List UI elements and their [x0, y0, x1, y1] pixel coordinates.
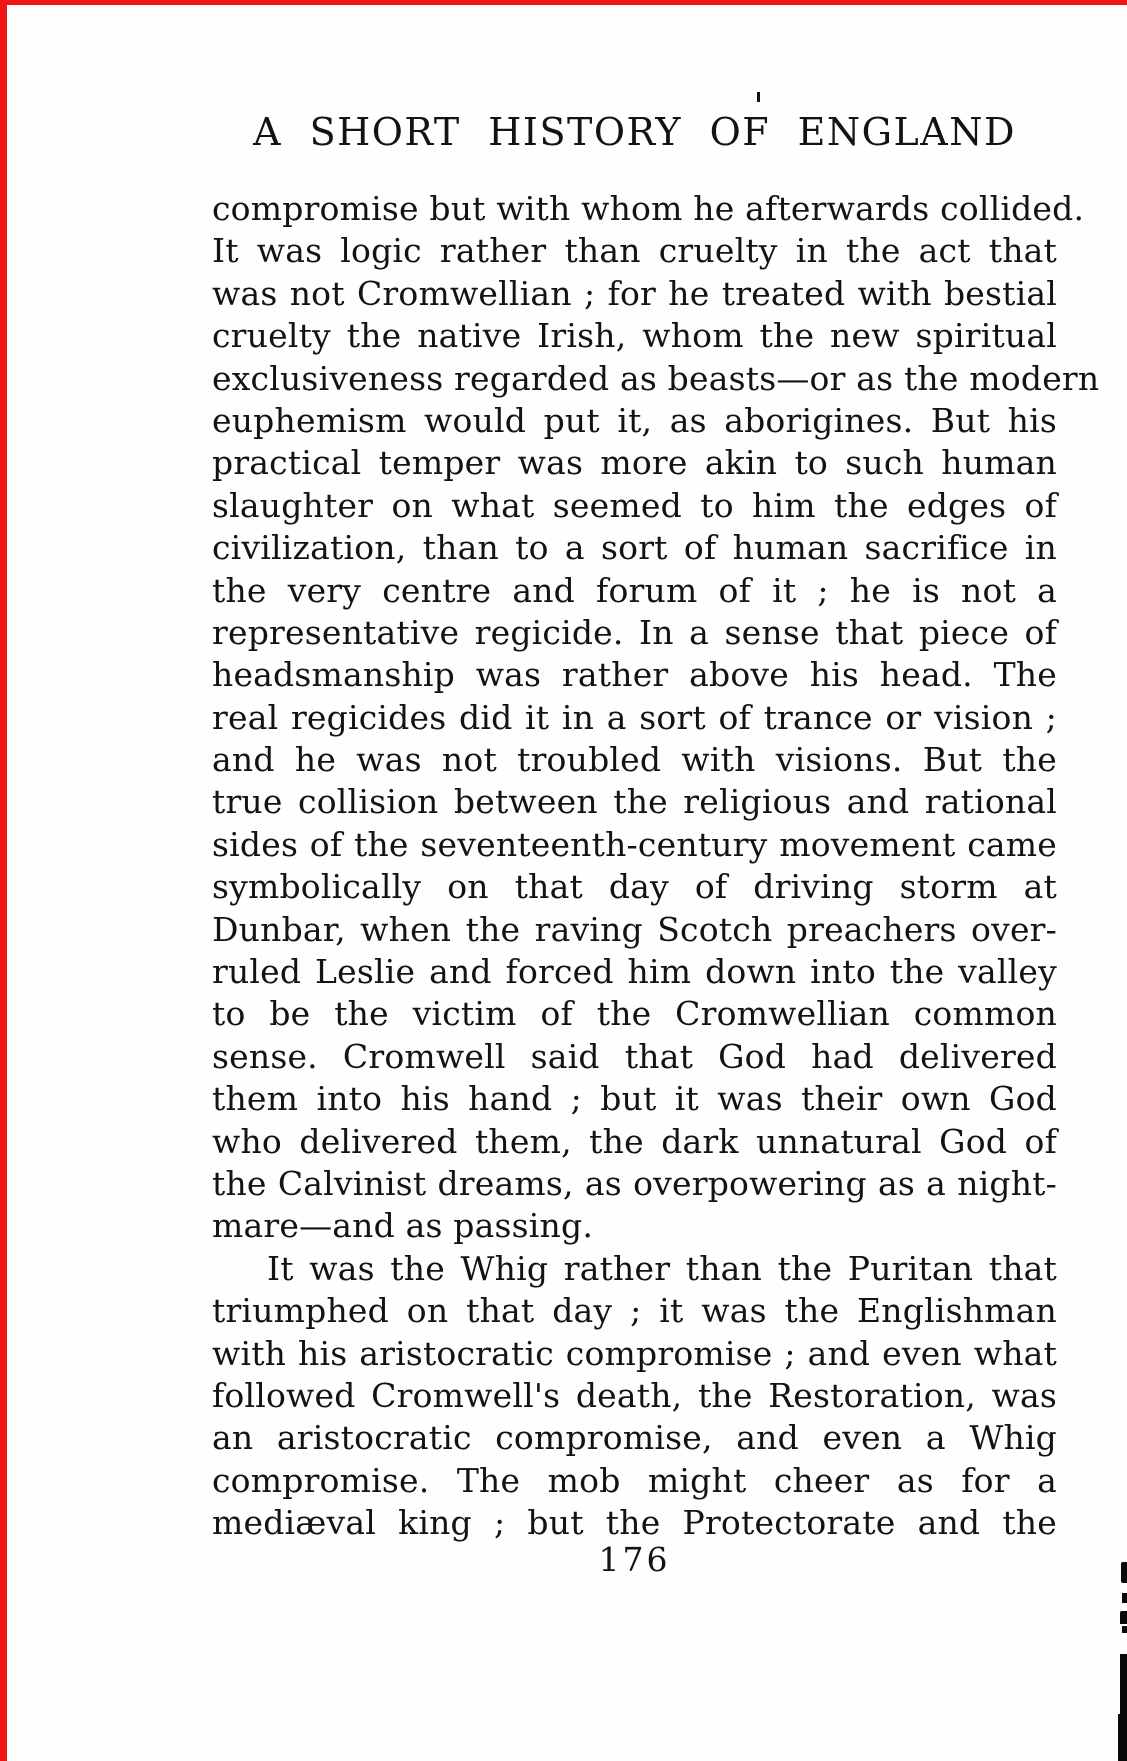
text-line: an aristocratic compromise, and even a Whig — [212, 1418, 1057, 1458]
text-line: representative regicide. In a sense that piece of — [212, 612, 1057, 652]
page-text — [212, 188, 1100, 1545]
scan-border-left — [0, 0, 7, 1761]
text-line: the Calvinist dreams, as overpowering as a night- — [212, 1163, 1057, 1203]
text-line: It was logic rather than cruelty in the act that — [212, 231, 1057, 271]
text-line: true collision between the religious and rational — [212, 782, 1057, 822]
text-line: who delivered them, the dark unnatural God of — [212, 1121, 1057, 1161]
text-line: ruled Leslie and forced him down into the valley — [212, 952, 1057, 992]
scan-artifact — [1120, 1654, 1127, 1761]
text-line: mare—and as passing. — [212, 1206, 594, 1246]
scan-artifact — [1122, 1593, 1127, 1603]
text-line: euphemism would put it, as aborigines. But his — [212, 400, 1057, 440]
text-line: symbolically on that day of driving storm at — [212, 867, 1057, 907]
text-line: followed Cromwell's death, the Restoration, was — [212, 1375, 1057, 1415]
scan-speck — [757, 92, 760, 102]
text-line: practical temper was more akin to such human — [212, 443, 1057, 483]
text-line: compromise but with whom he afterwards collided. — [212, 189, 1085, 228]
text-line: compromise. The mob might cheer as for a — [212, 1460, 1057, 1500]
text-line: Dunbar, when the raving Scotch preachers over- — [212, 909, 1057, 949]
scan-artifact — [1120, 1611, 1127, 1624]
scan-border-top — [0, 0, 1127, 5]
text-line: real regicides did it in a sort of trance or vision ; — [212, 697, 1057, 737]
text-line: It was the Whig rather than the Puritan that — [267, 1248, 1057, 1288]
text-line: slaughter on what seemed to him the edges of — [212, 485, 1057, 525]
text-line: sense. Cromwell said that God had delivered — [212, 1036, 1057, 1076]
page-number: 176 — [598, 1540, 671, 1579]
text-line: and he was not troubled with visions. But the — [212, 740, 1057, 780]
text-line: mediæval king ; but the Protectorate and the — [212, 1503, 1057, 1543]
running-head: A SHORT HISTORY OF ENGLAND — [253, 110, 1016, 154]
text-line: was not Cromwellian ; for he treated with bestial — [212, 273, 1057, 313]
text-line: civilization, than to a sort of human sacrifice in — [212, 528, 1057, 568]
text-line: exclusiveness regarded as beasts—or as the modern — [212, 358, 1100, 398]
text-line: headsmanship was rather above his head. The — [212, 655, 1057, 695]
scan-artifact — [1121, 1562, 1127, 1583]
text-line: the very centre and forum of it ; he is not a — [212, 570, 1057, 610]
text-line: triumphed on that day ; it was the Englishman — [212, 1291, 1057, 1331]
text-line: sides of the seventeenth-century movement came — [212, 824, 1057, 864]
text-line: them into his hand ; but it was their own God — [212, 1079, 1057, 1119]
text-line: to be the victim of the Cromwellian common — [212, 994, 1057, 1034]
scan-artifact — [1122, 1626, 1127, 1633]
text-line: with his aristocratic compromise ; and even what — [212, 1333, 1057, 1373]
text-line: cruelty the native Irish, whom the new spiritual — [212, 316, 1057, 356]
